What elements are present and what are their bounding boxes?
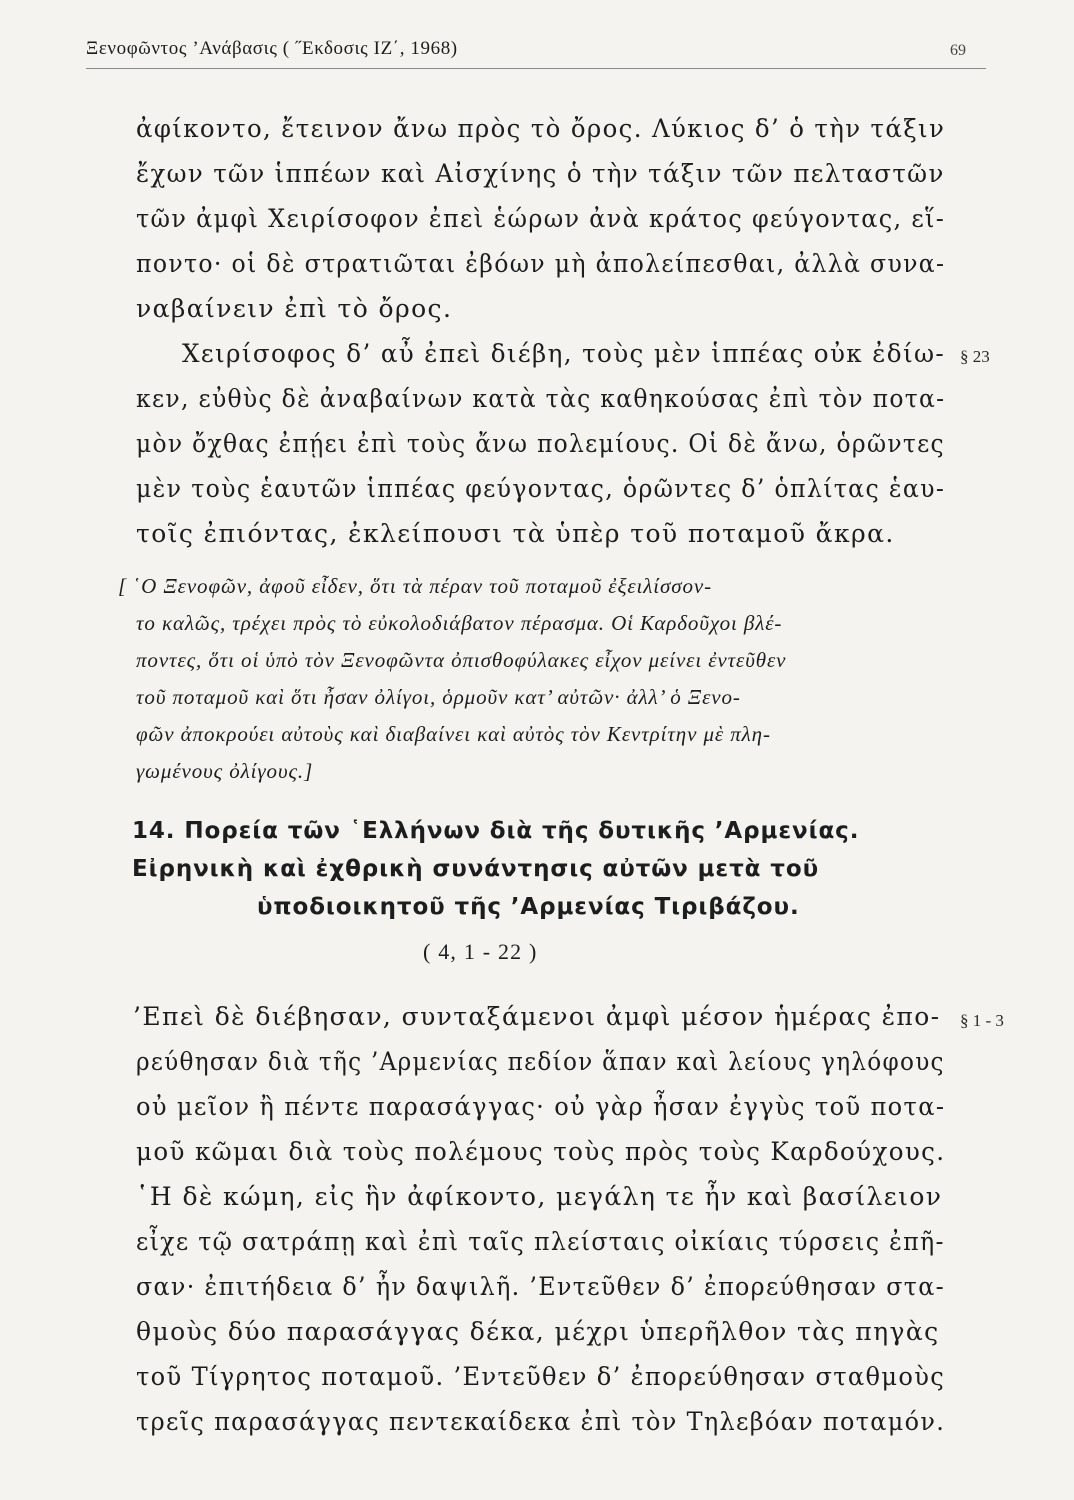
text-line: ναβαίνειν ἐπὶ τὸ ὄρος.	[136, 294, 453, 323]
text-line: ῾Η δὲ κώμη, εἰς ἣν ἀφίκοντο, μεγάλη τε ἦν καὶ βασίλειον	[136, 1182, 943, 1211]
note-line: ποντες, ὅτι οἱ ὑπὸ τὸν Ξενοφῶντα ὀπισθοφύλακες εἶχον μείνει ἐντεῦθεν	[136, 648, 787, 672]
section-marker: § 23	[960, 347, 990, 366]
note-line: φῶν ἀποκρούει αὐτοὺς καὶ διαβαίνει καὶ αὐτὸς τὸν Κεντρίτην μὲ πλη-	[136, 722, 771, 746]
heading-line: 14. Πορεία τῶν ῾Ελλήνων διὰ τῆς δυτικῆς ’Αρμενίας.	[132, 818, 860, 844]
text-line: τρεῖς παρασάγγας πεντεκαίδεκα ἐπὶ τὸν Τηλεβόαν ποταμόν.	[136, 1407, 946, 1436]
text-line: ἔχων τῶν ἱππέων καὶ Αἰσχίνης ὁ τὴν τάξιν τῶν πελταστῶν	[136, 159, 945, 188]
text-line: κεν, εὐθὺς δὲ ἀναβαίνων κατὰ τὰς καθηκούσας ἐπὶ τὸν ποτα-	[136, 384, 946, 413]
header-title: Ξενοφῶντος ’Ανάβασις ( ˝Εκδοσις ΙΖ΄, 1968)	[86, 38, 458, 59]
text-line: Χειρίσοφος δ’ αὖ ἐπεὶ διέβη, τοὺς μὲν ἱππέας οὐκ ἐδίω-	[182, 339, 946, 368]
text-line: τῶν ἀμφὶ Χειρίσοφον ἐπεὶ ἑώρων ἀνὰ κράτος φεύγοντας, εἵ-	[136, 204, 946, 233]
text-line: σαν· ἐπιτήδεια δ’ ἦν δαψιλῆ. ’Εντεῦθεν δ’ ἐπορεύθησαν στα-	[136, 1272, 945, 1301]
running-header	[86, 36, 986, 69]
text-line: ἀφίκοντο, ἔτεινον ἄνω πρὸς τὸ ὄρος. Λύκιος δ’ ὁ τὴν τάξιν	[136, 114, 946, 143]
heading-line: Εἰρηνικὴ καὶ ἐχθρικὴ συνάντησις αὐτῶν μετὰ τοῦ	[132, 856, 820, 882]
note-line: γωμένους ὀλίγους.]	[136, 759, 314, 783]
text-line: ποντο· οἱ δὲ στρατιῶται ἐβόων μὴ ἀπολείπεσθαι, ἀλλὰ συνα-	[136, 249, 946, 278]
note-line: το καλῶς, τρέχει πρὸς τὸ εὐκολοδιάβατον πέρασμα. Οἱ Καρδοῦχοι βλέ-	[136, 611, 783, 635]
text-line: τοῖς ἐπιόντας, ἐκλείπουσι τὰ ὑπὲρ τοῦ ποταμοῦ ἄκρα.	[136, 519, 895, 548]
page-number: 69	[950, 42, 966, 59]
note-line: τοῦ ποταμοῦ καὶ ὅτι ἦσαν ὀλίγοι, ὁρμοῦν κατ’ αὐτῶν· ἀλλ’ ὁ Ξενο-	[136, 685, 741, 709]
section-marker: § 1 - 3	[960, 1011, 1004, 1030]
text-line: οὐ μεῖον ἢ πέντε παρασάγγας· οὐ γὰρ ἦσαν ἐγγὺς τοῦ ποτα-	[136, 1092, 946, 1121]
text-line: εἶχε τῷ σατράπῃ καὶ ἐπὶ ταῖς πλείσταις οἰκίαις τύρσεις ἐπῆ-	[136, 1227, 945, 1256]
text-line: θμοὺς δύο παρασάγγας δέκα, μέχρι ὑπερῆλθον τὰς πηγὰς	[136, 1317, 940, 1346]
text-line: ρεύθησαν διὰ τῆς ’Αρμενίας πεδίον ἅπαν καὶ λείους γηλόφους	[136, 1047, 945, 1076]
heading-line: ὑποδιοικητοῦ τῆς ’Αρμενίας Τιριβάζου.	[257, 894, 800, 920]
text-line: ’Επεὶ δὲ διέβησαν, συνταξάμενοι ἀμφὶ μέσον ἡμέρας ἐπο-	[133, 1002, 941, 1031]
note-line: [ ῾Ο Ξενοφῶν, ἀφοῦ εἶδεν, ὅτι τὰ πέραν τοῦ ποταμοῦ ἐξειλίσσον-	[118, 574, 712, 598]
text-line: μὲν τοὺς ἑαυτῶν ἱππέας φεύγοντας, ὁρῶντες δ’ ὁπλίτας ἑαυ-	[136, 474, 946, 503]
text-line: τοῦ Τίγρητος ποταμοῦ. ’Εντεῦθεν δ’ ἐπορεύθησαν σταθμοὺς	[136, 1362, 946, 1391]
text-line: μὸν ὄχθας ἐπῄει ἐπὶ τοὺς ἄνω πολεμίους. Οἱ δὲ ἄνω, ὁρῶντες	[136, 429, 945, 458]
text-line: μοῦ κῶμαι διὰ τοὺς πολέμους τοὺς πρὸς τοὺς Καρδούχους.	[136, 1137, 946, 1166]
section-reference: ( 4, 1 - 22 )	[423, 939, 538, 964]
